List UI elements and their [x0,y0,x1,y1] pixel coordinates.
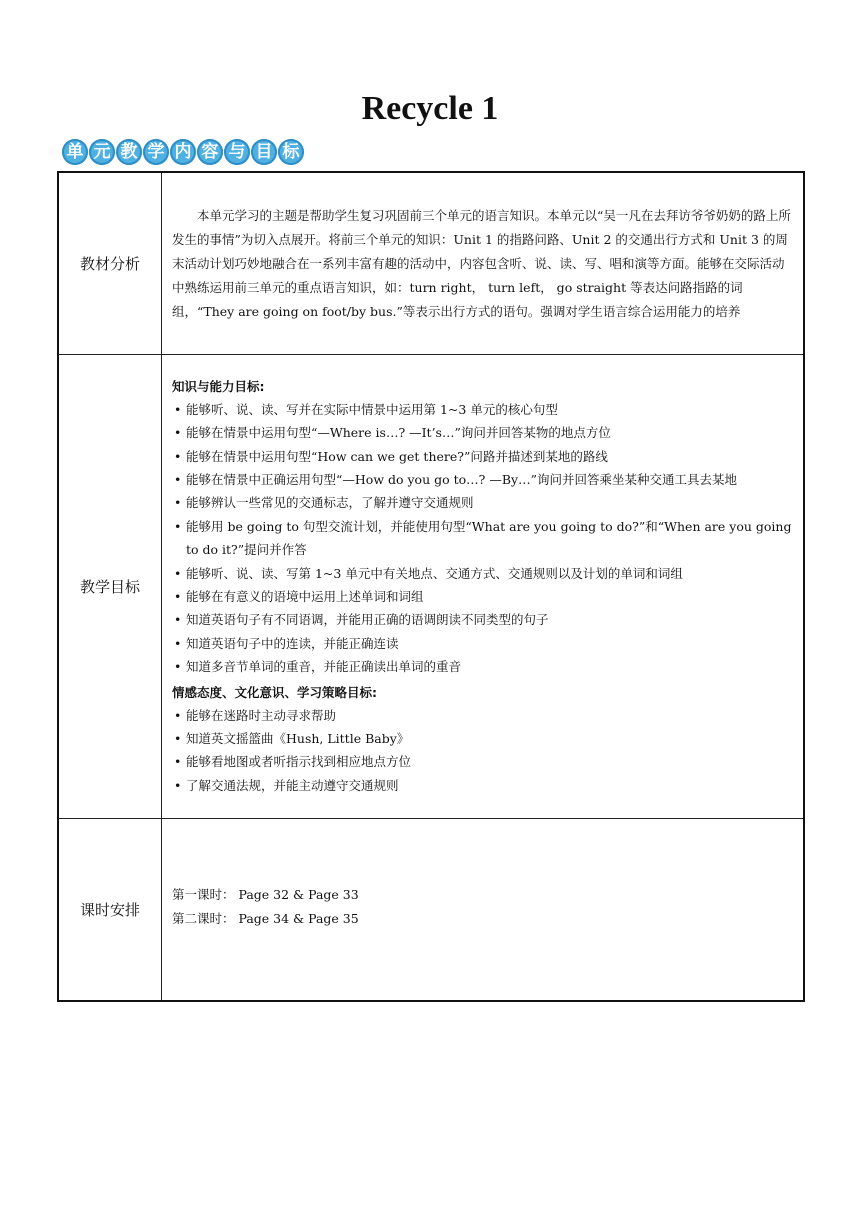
banner-char: 内 [170,139,196,165]
list-item: • 知道英语句子有不同语调，并能用正确的语调朗读不同类型的句子 [172,608,795,631]
list-item: • 了解交通法规，并能主动遵守交通规则 [172,774,795,797]
list-item: • 能够在情景中正确运用句型“—How do you go to…? —By…”询问并回答乘坐某种交通工具去某地 [172,468,795,491]
analysis-content [162,172,805,355]
banner-char: 教 [116,139,142,165]
list-item: • 知道英文摇篮曲《Hush, Little Baby》 [172,727,795,750]
list-item: • 知道英语句子中的连读，并能正确连读 [172,632,795,655]
attitude-heading: 情感态度、文化意识、学习策略目标: [172,684,377,700]
list-item: • 能够辨认一些常见的交通标志，了解并遵守交通规则 [172,491,795,514]
list-item: • 知道多音节单词的重音，并能正确读出单词的重音 [172,655,795,678]
banner-char: 单 [62,139,88,165]
objectives-content [162,355,805,819]
section-banner [62,139,304,165]
banner-char: 元 [89,139,115,165]
table-row-analysis [58,172,804,355]
list-item: • 能够在迷路时主动寻求帮助 [172,704,795,727]
banner-char: 学 [143,139,169,165]
row-label-analysis: 教材分析 [58,172,162,355]
schedule-content [162,819,805,1002]
analysis-text: 本单元学习的主题是帮助学生复习巩固前三个单元的语言知识。本单元以“吴一凡在去拜访爷爷奶奶的路上所发生的事情”为切入点展开。将前三个单元的知识：Unit 1 的指路问路、Unit 2 的交通出行方式和 Unit 3 的周末活动计划巧妙地融合在一系列丰富有趣的活动中，内容包含听、说、读、写、唱和演等方面。能够在交际活动中熟练运用前三单元的重点语言知识，如：turn right， turn left， go straight 等表达问路指路的词组，“They are going on foot/by bus.”等表示出行方式的语句。强调对学生语言综合运用能力的培养 [172,207,791,319]
row-label-objectives: 教学目标 [58,355,162,819]
banner-char: 容 [197,139,223,165]
list-item: • 能够在情景中运用句型“—Where is…? —It’s…”询问并回答某物的地点方位 [172,421,795,444]
knowledge-heading: 知识与能力目标: [172,378,265,394]
page-title: Recycle 1 [361,90,499,127]
knowledge-list [172,398,795,679]
list-item: • 能够在情景中运用句型“How can we get there?”问路并描述到某地的路线 [172,445,795,468]
lesson-item: 第一课时： Page 32 & Page 33 [172,886,359,902]
list-item: • 能够用 be going to 句型交流计划，并能使用句型“What are you going to do?”和“When are you going to do it?”提问并作答 [172,515,795,562]
lesson-item: 第二课时： Page 34 & Page 35 [172,910,359,926]
banner-char: 标 [278,139,304,165]
table-row-schedule [58,819,804,1002]
list-item: • 能够在有意义的语境中运用上述单词和词组 [172,585,795,608]
banner-char: 与 [224,139,250,165]
list-item: • 能够听、说、读、写并在实际中情景中运用第 1~3 单元的核心句型 [172,398,795,421]
banner-char: 目 [251,139,277,165]
schedule-list [172,883,795,931]
list-item: • 能够听、说、读、写第 1~3 单元中有关地点、交通方式、交通规则以及计划的单词和词组 [172,562,795,585]
row-label-schedule: 课时安排 [58,819,162,1002]
list-item: • 能够看地图或者听指示找到相应地点方位 [172,750,795,773]
attitude-list [172,704,795,798]
table-row-objectives [58,355,804,819]
lesson-plan-table [57,171,805,1002]
